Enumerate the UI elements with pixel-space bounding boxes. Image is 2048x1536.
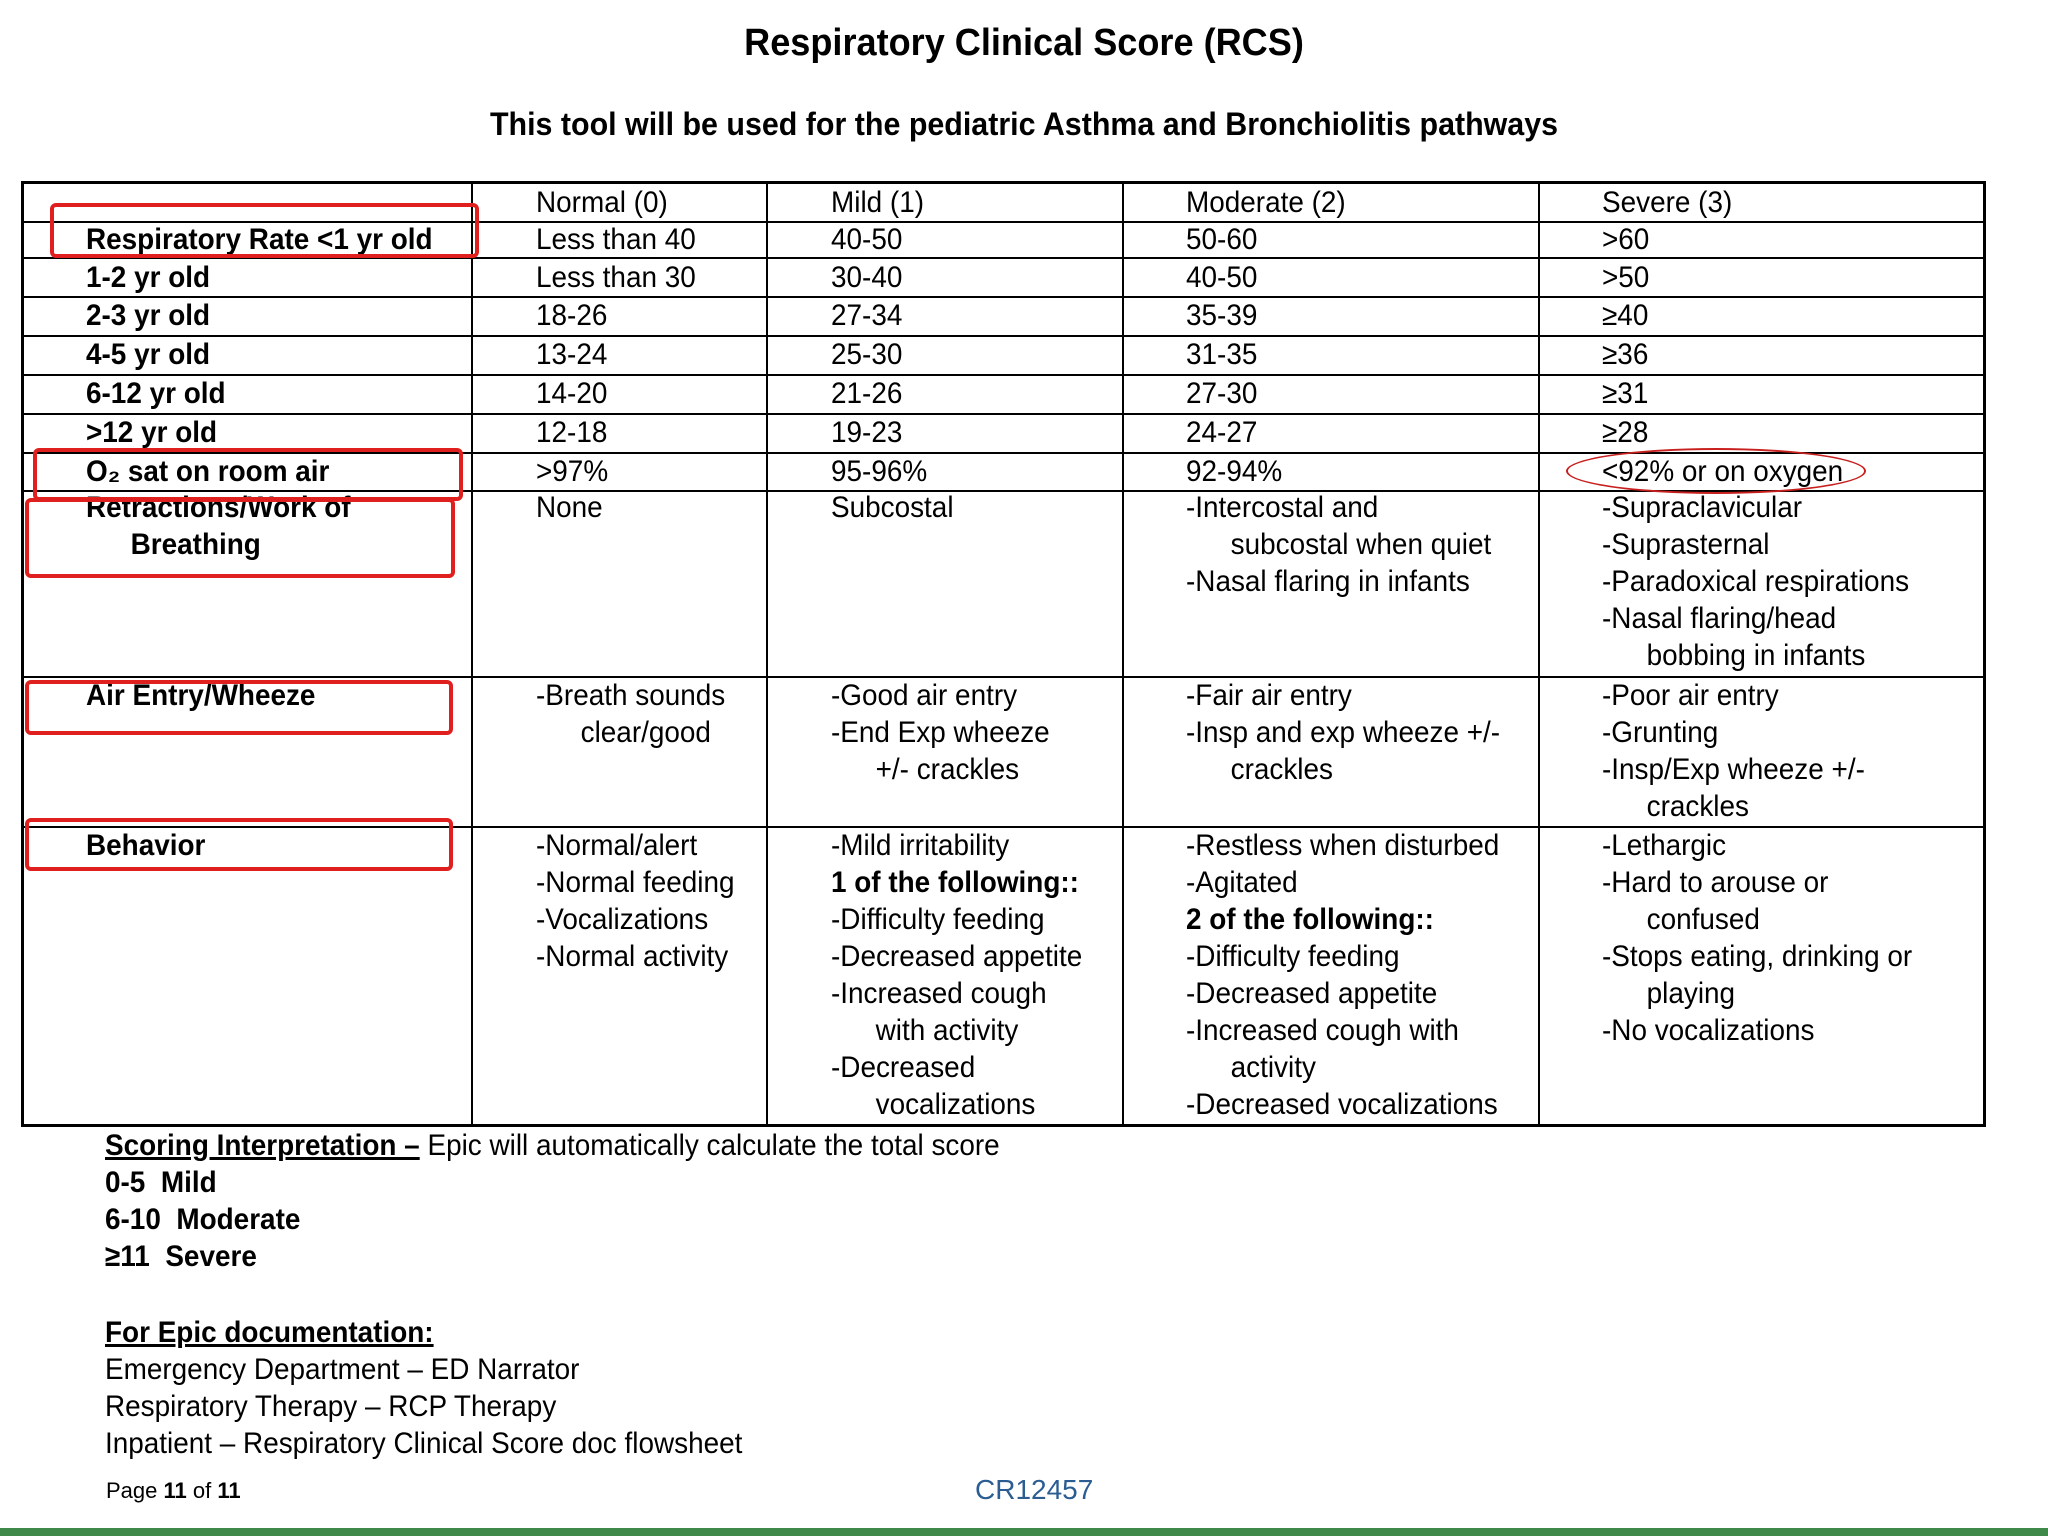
cell-line: None — [536, 491, 603, 524]
cell-line: -Decreased appetite — [831, 940, 1083, 973]
cell-line: -Intercostal and — [1186, 491, 1379, 524]
cell-line: vocalizations — [875, 1088, 1036, 1121]
row-label: 2-3 yr old — [86, 299, 211, 332]
score-level — [105, 1238, 257, 1275]
highlight-box — [25, 818, 453, 871]
cell-line: -Insp/Exp wheeze +/- — [1602, 753, 1865, 786]
cell-line: -Normal/alert — [536, 829, 698, 862]
table-cell — [536, 677, 725, 751]
cell-line: -Decreased appetite — [1186, 977, 1438, 1010]
table-cell: 19-23 — [831, 416, 903, 449]
table-cell — [1602, 489, 1909, 674]
table-cell: 13-24 — [536, 338, 608, 371]
table-cell — [1602, 677, 1865, 825]
bottom-bar — [0, 1528, 2048, 1536]
cell-line: -Insp and exp wheeze +/- — [1186, 716, 1501, 749]
cell-line: -Paradoxical respirations — [1602, 565, 1910, 598]
cell-line: -Nasal flaring/head — [1602, 602, 1837, 635]
row-label: >12 yr old — [86, 416, 218, 449]
scoring-heading-note: Epic will automatically calculate the total score — [419, 1129, 1000, 1162]
cell-line: -Difficulty feeding — [831, 903, 1045, 936]
cell-line: -Poor air entry — [1602, 679, 1779, 712]
header-severe: Severe (3) — [1602, 186, 1733, 219]
table-cell: ≥28 — [1602, 416, 1649, 449]
table-cell — [536, 489, 603, 526]
table-cell: Less than 30 — [536, 261, 696, 294]
score-range: 0-5 — [105, 1166, 146, 1199]
cell-line: -Decreased vocalizations — [1186, 1088, 1498, 1121]
cell-line: -Stops eating, drinking or — [1602, 940, 1913, 973]
table-cell: ≥36 — [1602, 338, 1649, 371]
cell-line: crackles — [1646, 790, 1749, 823]
cell-line: subcostal when quiet — [1230, 528, 1492, 561]
page-subtitle: This tool will be used for the pediatric Asthma and Bronchiolitis pathways — [489, 106, 1559, 142]
row-label-o2-sat: O₂ sat on room air — [86, 455, 330, 488]
table-cell: 25-30 — [831, 338, 903, 371]
table-cell — [831, 677, 1050, 788]
table-cell — [536, 827, 734, 975]
highlight-box — [50, 203, 479, 258]
cell-line: -Decreased — [831, 1051, 976, 1084]
table-cell — [831, 827, 1082, 1123]
table-cell: 35-39 — [1186, 299, 1258, 332]
cell-line: -No vocalizations — [1602, 1014, 1815, 1047]
cell-line: -Suprasternal — [1602, 528, 1770, 561]
cell-line: with activity — [875, 1014, 1019, 1047]
score-label: Mild — [160, 1166, 217, 1199]
cell-line: -Vocalizations — [536, 903, 709, 936]
row-label: Respiratory Rate <1 yr old — [86, 223, 433, 256]
table-cell: 14-20 — [536, 377, 608, 410]
table-divider — [21, 413, 1986, 415]
table-cell: Less than 40 — [536, 223, 696, 256]
table-divider — [1122, 181, 1124, 1127]
page-of: of — [186, 1478, 218, 1503]
table-divider — [471, 181, 473, 1127]
cell-line: -Normal feeding — [536, 866, 735, 899]
row-label-line: Retractions/Work of — [86, 491, 351, 524]
table-cell: >50 — [1602, 261, 1650, 294]
score-label: Moderate — [176, 1203, 301, 1236]
table-divider — [1538, 181, 1540, 1127]
page-prefix: Page — [106, 1478, 164, 1503]
table-cell: 18-26 — [536, 299, 608, 332]
page-current: 11 — [163, 1478, 187, 1503]
page-title: Respiratory Clinical Score (RCS) — [744, 22, 1304, 64]
table-cell: >97% — [536, 455, 609, 488]
table-cell — [1186, 827, 1499, 1123]
page-total: 11 — [217, 1478, 241, 1503]
row-label: 1-2 yr old — [86, 261, 211, 294]
header-mild: Mild (1) — [831, 186, 925, 219]
table-cell: 24-27 — [1186, 416, 1258, 449]
score-label: Severe — [165, 1240, 257, 1273]
table-cell: 92-94% — [1186, 455, 1283, 488]
table-cell: 50-60 — [1186, 223, 1258, 256]
cell-line: confused — [1646, 903, 1760, 936]
highlight-box — [25, 680, 453, 735]
scoring-heading-title: Scoring Interpretation – — [105, 1129, 420, 1162]
table-cell: >60 — [1602, 223, 1650, 256]
cell-line: Subcostal — [831, 491, 954, 524]
table-cell: ≥31 — [1602, 377, 1649, 410]
header-normal: Normal (0) — [536, 186, 668, 219]
score-range: 6-10 — [105, 1203, 161, 1236]
logo-fragment-icon — [180, 0, 240, 10]
cell-line: -Supraclavicular — [1602, 491, 1803, 524]
table-divider — [766, 181, 768, 1127]
cell-line: playing — [1646, 977, 1736, 1010]
cell-line: crackles — [1230, 753, 1333, 786]
table-cell: <92% or on oxygen — [1602, 455, 1844, 488]
cell-line: -Hard to arouse or — [1602, 866, 1829, 899]
table-cell — [1186, 677, 1500, 788]
table-cell — [1602, 827, 1912, 1049]
cell-line: bobbing in infants — [1646, 639, 1866, 672]
score-range: ≥11 — [105, 1240, 150, 1273]
cell-line: -Increased cough with — [1186, 1014, 1459, 1047]
table-cell: 12-18 — [536, 416, 608, 449]
table-divider — [21, 335, 1986, 337]
cell-line: -Mild irritability — [831, 829, 1010, 862]
row-label-behavior: Behavior — [86, 829, 206, 862]
table-cell — [831, 489, 954, 526]
table-cell: 40-50 — [1186, 261, 1258, 294]
table-cell: 30-40 — [831, 261, 903, 294]
cell-line: -Restless when disturbed — [1186, 829, 1500, 862]
cell-line: -End Exp wheeze — [831, 716, 1050, 749]
row-label: 4-5 yr old — [86, 338, 211, 371]
cell-line: 2 of the following:: — [1186, 903, 1434, 936]
row-label-line: Breathing — [130, 528, 261, 561]
cell-line: -Lethargic — [1602, 829, 1727, 862]
table-cell: 40-50 — [831, 223, 903, 256]
table-cell — [1186, 489, 1491, 600]
table-cell: 27-30 — [1186, 377, 1258, 410]
header-moderate: Moderate (2) — [1186, 186, 1346, 219]
cell-line: -Increased cough — [831, 977, 1047, 1010]
row-label: 6-12 yr old — [86, 377, 226, 410]
highlight-oval — [1566, 448, 1866, 494]
cell-line: -Good air entry — [831, 679, 1018, 712]
scoring-heading — [105, 1127, 1000, 1164]
score-level — [105, 1164, 217, 1201]
score-level — [105, 1201, 300, 1238]
cell-line: 1 of the following:: — [831, 866, 1079, 899]
cell-line: activity — [1230, 1051, 1316, 1084]
cell-line: -Grunting — [1602, 716, 1719, 749]
table-divider — [21, 374, 1986, 376]
documentation-line: Inpatient – Respiratory Clinical Score doc flowsheet — [105, 1427, 743, 1460]
cell-line: clear/good — [580, 716, 711, 749]
document-code: CR12457 — [975, 1474, 1094, 1505]
cell-line: -Normal activity — [536, 940, 729, 973]
cell-line: -Difficulty feeding — [1186, 940, 1400, 973]
row-label-air-entry: Air Entry/Wheeze — [86, 679, 316, 712]
cell-line: -Fair air entry — [1186, 679, 1352, 712]
cell-line: -Nasal flaring in infants — [1186, 565, 1470, 598]
cell-line: -Breath sounds — [536, 679, 726, 712]
documentation-line: Emergency Department – ED Narrator — [105, 1353, 580, 1386]
page-number — [106, 1478, 241, 1504]
table-cell: ≥40 — [1602, 299, 1649, 332]
cell-line: +/- crackles — [875, 753, 1020, 786]
table-divider — [21, 296, 1986, 298]
table-cell: 27-34 — [831, 299, 903, 332]
table-cell: 21-26 — [831, 377, 903, 410]
table-cell: 31-35 — [1186, 338, 1258, 371]
table-cell: 95-96% — [831, 455, 928, 488]
cell-line: -Agitated — [1186, 866, 1298, 899]
documentation-line: Respiratory Therapy – RCP Therapy — [105, 1390, 557, 1423]
documentation-heading: For Epic documentation: — [105, 1316, 434, 1349]
highlight-box — [33, 448, 463, 501]
highlight-box — [25, 498, 455, 578]
